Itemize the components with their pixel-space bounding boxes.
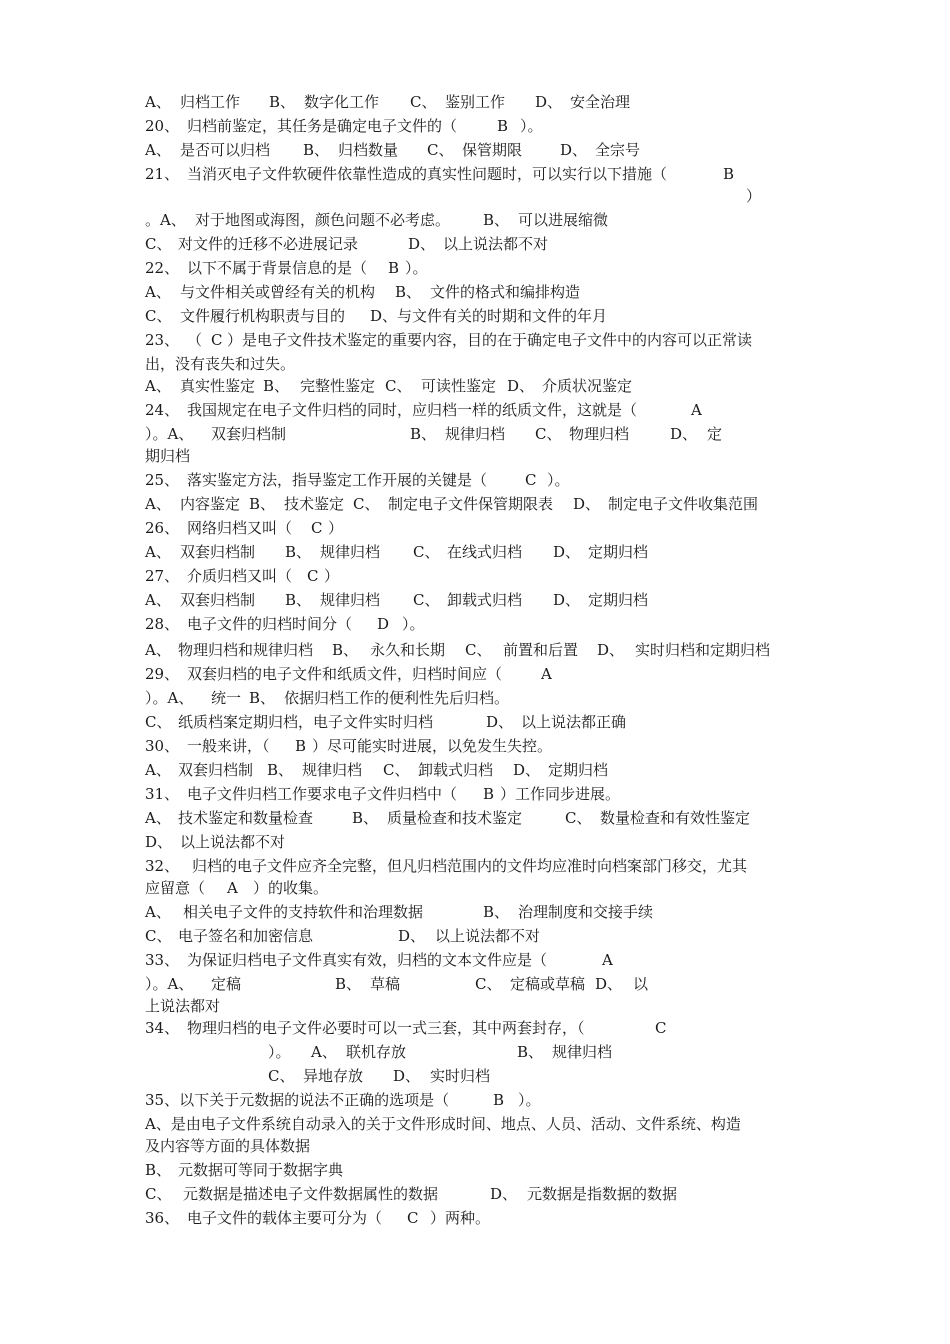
text-segment: 归档前鉴定，其任务是确定电子文件的（ <box>187 117 458 135</box>
text-segment: 双套归档的电子文件和纸质文件，归档时间应（ <box>187 665 503 683</box>
text-segment: 物理归档和规律归档 <box>178 641 314 659</box>
text-segment: B、 <box>285 591 312 609</box>
text-segment: 29、 <box>145 665 180 683</box>
text-segment: A <box>602 951 613 969</box>
text-segment: A、 <box>145 543 171 561</box>
text-segment: C、 <box>385 377 412 395</box>
text-segment: 依据归档工作的便利性先后归档。 <box>284 689 510 707</box>
text-segment: ）。 <box>547 471 570 489</box>
text-segment: 双套归档制 <box>211 425 287 443</box>
text-segment: 规律归档 <box>320 543 381 561</box>
text-segment: A、 <box>145 377 171 395</box>
text-segment: D、 <box>553 543 581 561</box>
text-segment: ） <box>746 187 762 205</box>
text-segment: 纸质档案定期归档，电子文件实时归档 <box>178 713 434 731</box>
text-segment: 为保证归档电子文件真实有效，归档的文本文件应是（ <box>187 951 548 969</box>
text-segment: ）。A、 <box>145 689 194 707</box>
text-segment: 介质状况鉴定 <box>542 377 633 395</box>
text-segment: D、 <box>145 833 173 851</box>
text-segment: 卸载式归档 <box>418 761 494 779</box>
text-segment: D、 <box>513 761 541 779</box>
text-segment: 电子文件的载体主要可分为（ <box>187 1209 383 1227</box>
text-segment: A、 <box>145 93 171 111</box>
text-segment: 介质归档又叫（ <box>187 567 293 585</box>
text-segment: 定稿 <box>211 975 242 993</box>
text-segment: C <box>211 331 223 349</box>
text-segment: C、 <box>145 235 172 253</box>
text-segment: 电子文件的归档时间分（ <box>187 615 353 633</box>
text-segment: 网络归档又叫（ <box>187 519 293 537</box>
text-segment: 当消灭电子文件软硬件依靠性造成的真实性问题时，可以实行以下措施（ <box>187 165 668 183</box>
text-segment: C <box>311 519 323 537</box>
text-segment: 定期归档 <box>548 761 609 779</box>
text-segment: C、 <box>475 975 502 993</box>
text-segment: ）。 <box>405 259 428 277</box>
text-segment: B、 <box>332 641 359 659</box>
text-segment: B <box>295 737 307 755</box>
text-segment: C、 <box>145 927 172 945</box>
text-segment: 元数据是描述电子文件数据属性的数据 <box>183 1185 439 1203</box>
text-segment: 。A、 <box>145 211 186 229</box>
text-segment: 文件履行机构职责与目的 <box>180 307 346 325</box>
text-segment: B、 <box>517 1043 544 1061</box>
text-segment: 统一 <box>211 689 242 707</box>
text-segment: B、 <box>145 1161 172 1179</box>
text-segment: 物理归档 <box>569 425 630 443</box>
text-segment: D、 <box>535 93 563 111</box>
text-segment: 33、 <box>145 951 180 969</box>
text-segment: A、 <box>145 809 171 827</box>
text-segment: C、 <box>410 93 437 111</box>
text-segment: 以 <box>633 975 649 993</box>
text-segment: D、 <box>486 713 514 731</box>
text-segment: ）的收集。 <box>253 879 329 897</box>
text-segment: ）。A、 <box>145 975 194 993</box>
text-segment: C、 <box>535 425 562 443</box>
text-segment: D、 <box>393 1067 421 1085</box>
text-segment: D、 <box>573 495 601 513</box>
text-segment: B、 <box>303 141 330 159</box>
text-segment: B <box>388 259 400 277</box>
text-segment: A、 <box>145 141 171 159</box>
text-segment: ）。 <box>268 1043 291 1061</box>
text-segment: D、 <box>507 377 535 395</box>
text-segment: B、 <box>335 975 362 993</box>
text-segment: 规律归档 <box>552 1043 613 1061</box>
text-segment: B <box>723 165 735 183</box>
text-segment: 联机存放 <box>346 1043 407 1061</box>
text-segment: 出，没有丧失和过失。 <box>145 355 296 373</box>
text-segment: 草稿 <box>370 975 401 993</box>
text-segment: C、 <box>268 1067 295 1085</box>
text-segment: 实时归档和定期归档 <box>635 641 771 659</box>
text-segment: C、 <box>565 809 592 827</box>
text-segment: 数字化工作 <box>304 93 380 111</box>
text-segment: A <box>691 401 702 419</box>
text-segment: D、 <box>398 927 426 945</box>
text-segment: 规律归档 <box>320 591 381 609</box>
text-segment: 32、 <box>145 857 180 875</box>
text-segment: 完整性鉴定 <box>300 377 376 395</box>
text-segment: 24、 <box>145 401 180 419</box>
text-segment: A、 <box>145 495 171 513</box>
text-segment: D、与文件有关的时期和文件的年月 <box>370 307 608 325</box>
text-segment: 归档工作 <box>180 93 241 111</box>
text-segment: 落实鉴定方法，指导鉴定工作开展的关键是（ <box>187 471 488 489</box>
text-segment: 规律归档 <box>302 761 363 779</box>
text-segment: A、 <box>145 903 171 921</box>
text-segment: 电子签名和加密信息 <box>178 927 314 945</box>
text-segment: 异地存放 <box>303 1067 364 1085</box>
text-segment: 全宗号 <box>595 141 641 159</box>
text-segment: B <box>497 117 509 135</box>
text-segment: 可以进展缩微 <box>518 211 609 229</box>
text-segment: 可读性鉴定 <box>421 377 497 395</box>
text-segment: B、 <box>285 543 312 561</box>
text-segment: ）是电子文件技术鉴定的重要内容，目的在于确定电子文件中的内容可以正常读 <box>227 331 753 349</box>
text-segment: 36、 <box>145 1209 180 1227</box>
text-segment: B、 <box>352 809 379 827</box>
text-segment: 物理归档的电子文件必要时可以一式三套，其中两套封存，（ <box>187 1019 585 1037</box>
text-segment: 定期归档 <box>588 543 649 561</box>
text-segment: D、 <box>560 141 588 159</box>
text-segment: B、 <box>249 689 276 707</box>
text-segment: 30、 <box>145 737 180 755</box>
text-segment: 制定电子文件收集范围 <box>608 495 759 513</box>
text-segment: A <box>541 665 552 683</box>
text-segment: ）。 <box>402 615 425 633</box>
text-segment: D、 <box>408 235 436 253</box>
text-segment: B <box>493 1091 505 1109</box>
text-segment: ）工作同步进展。 <box>500 785 621 803</box>
text-segment: 元数据可等同于数据字典 <box>178 1161 344 1179</box>
text-segment: 归档数量 <box>338 141 399 159</box>
text-segment: 对于地图或海图，颜色问题不必考虑。 <box>195 211 451 229</box>
text-segment: A、是由电子文件系统自动录入的关于文件形成时间、地点、人员、活动、文件系统、构造 <box>145 1115 741 1133</box>
text-segment: 双套归档制 <box>180 543 256 561</box>
text-segment: D、 <box>670 425 698 443</box>
text-segment: A、 <box>145 591 171 609</box>
text-segment: 23、 <box>145 331 180 349</box>
text-segment: ）两种。 <box>430 1209 491 1227</box>
text-segment: 质量检查和技术鉴定 <box>387 809 523 827</box>
text-segment: B、 <box>483 903 510 921</box>
text-segment: 34、 <box>145 1019 180 1037</box>
text-segment: 27、 <box>145 567 180 585</box>
text-segment: D <box>377 615 390 633</box>
text-segment: A、 <box>145 641 171 659</box>
text-segment: 文件的格式和编排构造 <box>430 283 581 301</box>
text-segment: 定稿或草稿 <box>510 975 586 993</box>
text-segment: ）尽可能实时进展，以免发生失控。 <box>312 737 553 755</box>
text-segment: 鉴别工作 <box>445 93 506 111</box>
text-segment: 26、 <box>145 519 180 537</box>
text-segment: 归档的电子文件应齐全完整，但凡归档范围内的文件均应准时向档案部门移交，尤其 <box>192 857 748 875</box>
text-segment: B、 <box>249 495 276 513</box>
text-segment: 电子文件归档工作要求电子文件归档中（ <box>187 785 458 803</box>
text-segment: D、 <box>490 1185 518 1203</box>
text-segment: 以上说法都不对 <box>435 927 541 945</box>
text-segment: ）。 <box>520 117 543 135</box>
text-segment: ）。A、 <box>145 425 194 443</box>
text-segment: 我国规定在电子文件归档的同时，应归档一样的纸质文件，这就是（ <box>187 401 638 419</box>
text-segment: （ <box>187 331 203 349</box>
text-segment: B、 <box>269 93 296 111</box>
text-segment: 永久和长期 <box>370 641 446 659</box>
text-segment: 以上说法都不对 <box>443 235 549 253</box>
text-segment: 内容鉴定 <box>180 495 241 513</box>
text-segment: C、 <box>413 591 440 609</box>
text-segment: B、 <box>267 761 294 779</box>
text-segment: A、 <box>145 283 171 301</box>
text-segment: A、 <box>145 761 171 779</box>
text-segment: 28、 <box>145 615 180 633</box>
text-segment: 双套归档制 <box>180 591 256 609</box>
text-segment: C、 <box>145 713 172 731</box>
text-segment: C、 <box>465 641 492 659</box>
text-segment: A <box>227 879 238 897</box>
text-segment: 元数据是指数据的数据 <box>527 1185 678 1203</box>
text-segment: C、 <box>427 141 454 159</box>
text-segment: 22、 <box>145 259 180 277</box>
text-segment: 治理制度和交接手续 <box>518 903 654 921</box>
text-segment: D、 <box>595 975 623 993</box>
text-segment: B、 <box>263 377 290 395</box>
text-segment: A、 <box>311 1043 337 1061</box>
text-segment: 20、 <box>145 117 180 135</box>
text-segment: 技术鉴定 <box>284 495 345 513</box>
text-segment: 制定电子文件保管期限表 <box>388 495 554 513</box>
text-segment: ） <box>328 519 344 537</box>
text-segment: B、 <box>395 283 422 301</box>
text-segment: 定期归档 <box>588 591 649 609</box>
text-segment: 应留意（ <box>145 879 206 897</box>
text-segment: 卸载式归档 <box>447 591 523 609</box>
text-segment: 是否可以归档 <box>180 141 271 159</box>
text-segment: 相关电子文件的支持软件和治理数据 <box>183 903 424 921</box>
text-segment: C、 <box>413 543 440 561</box>
text-segment: C <box>407 1209 419 1227</box>
text-segment: 定 <box>707 425 723 443</box>
text-segment: 对文件的迁移不必进展记录 <box>178 235 359 253</box>
text-segment: C <box>525 471 537 489</box>
text-segment: 前置和后置 <box>503 641 579 659</box>
text-segment: B、 <box>483 211 510 229</box>
text-segment: D、 <box>553 591 581 609</box>
text-segment: 25、 <box>145 471 180 489</box>
text-segment: 技术鉴定和数量检查 <box>178 809 314 827</box>
text-segment: C、 <box>383 761 410 779</box>
text-segment: 一般来讲，（ <box>187 737 270 755</box>
text-segment: 保管期限 <box>462 141 523 159</box>
text-segment: 数量检查和有效性鉴定 <box>600 809 751 827</box>
text-segment: D、 <box>597 641 625 659</box>
text-segment: 及内容等方面的具体数据 <box>145 1137 311 1155</box>
text-segment: B、 <box>410 425 437 443</box>
text-segment: 真实性鉴定 <box>180 377 256 395</box>
text-segment: 在线式归档 <box>447 543 523 561</box>
text-segment: 双套归档制 <box>178 761 254 779</box>
text-segment: 安全治理 <box>570 93 631 111</box>
text-segment: 期归档 <box>145 447 191 465</box>
text-segment: ）。 <box>518 1091 541 1109</box>
text-segment: C <box>655 1019 667 1037</box>
text-segment: 35、以下关于元数据的说法不正确的选项是（ <box>145 1091 450 1109</box>
text-segment: 以上说法都不对 <box>180 833 286 851</box>
text-segment: 规律归档 <box>445 425 506 443</box>
text-segment: 上说法都对 <box>145 997 221 1015</box>
text-segment: C <box>307 567 319 585</box>
text-segment: 21、 <box>145 165 180 183</box>
text-segment: C、 <box>353 495 380 513</box>
text-segment: 以上说法都正确 <box>521 713 627 731</box>
text-segment: 实时归档 <box>430 1067 491 1085</box>
text-segment: C、 <box>145 307 172 325</box>
text-segment: B <box>483 785 495 803</box>
text-segment: 以下不属于背景信息的是（ <box>187 259 368 277</box>
text-segment: 31、 <box>145 785 180 803</box>
text-segment: C、 <box>145 1185 172 1203</box>
text-segment: 与文件相关或曾经有关的机构 <box>180 283 376 301</box>
text-segment: ） <box>324 567 340 585</box>
